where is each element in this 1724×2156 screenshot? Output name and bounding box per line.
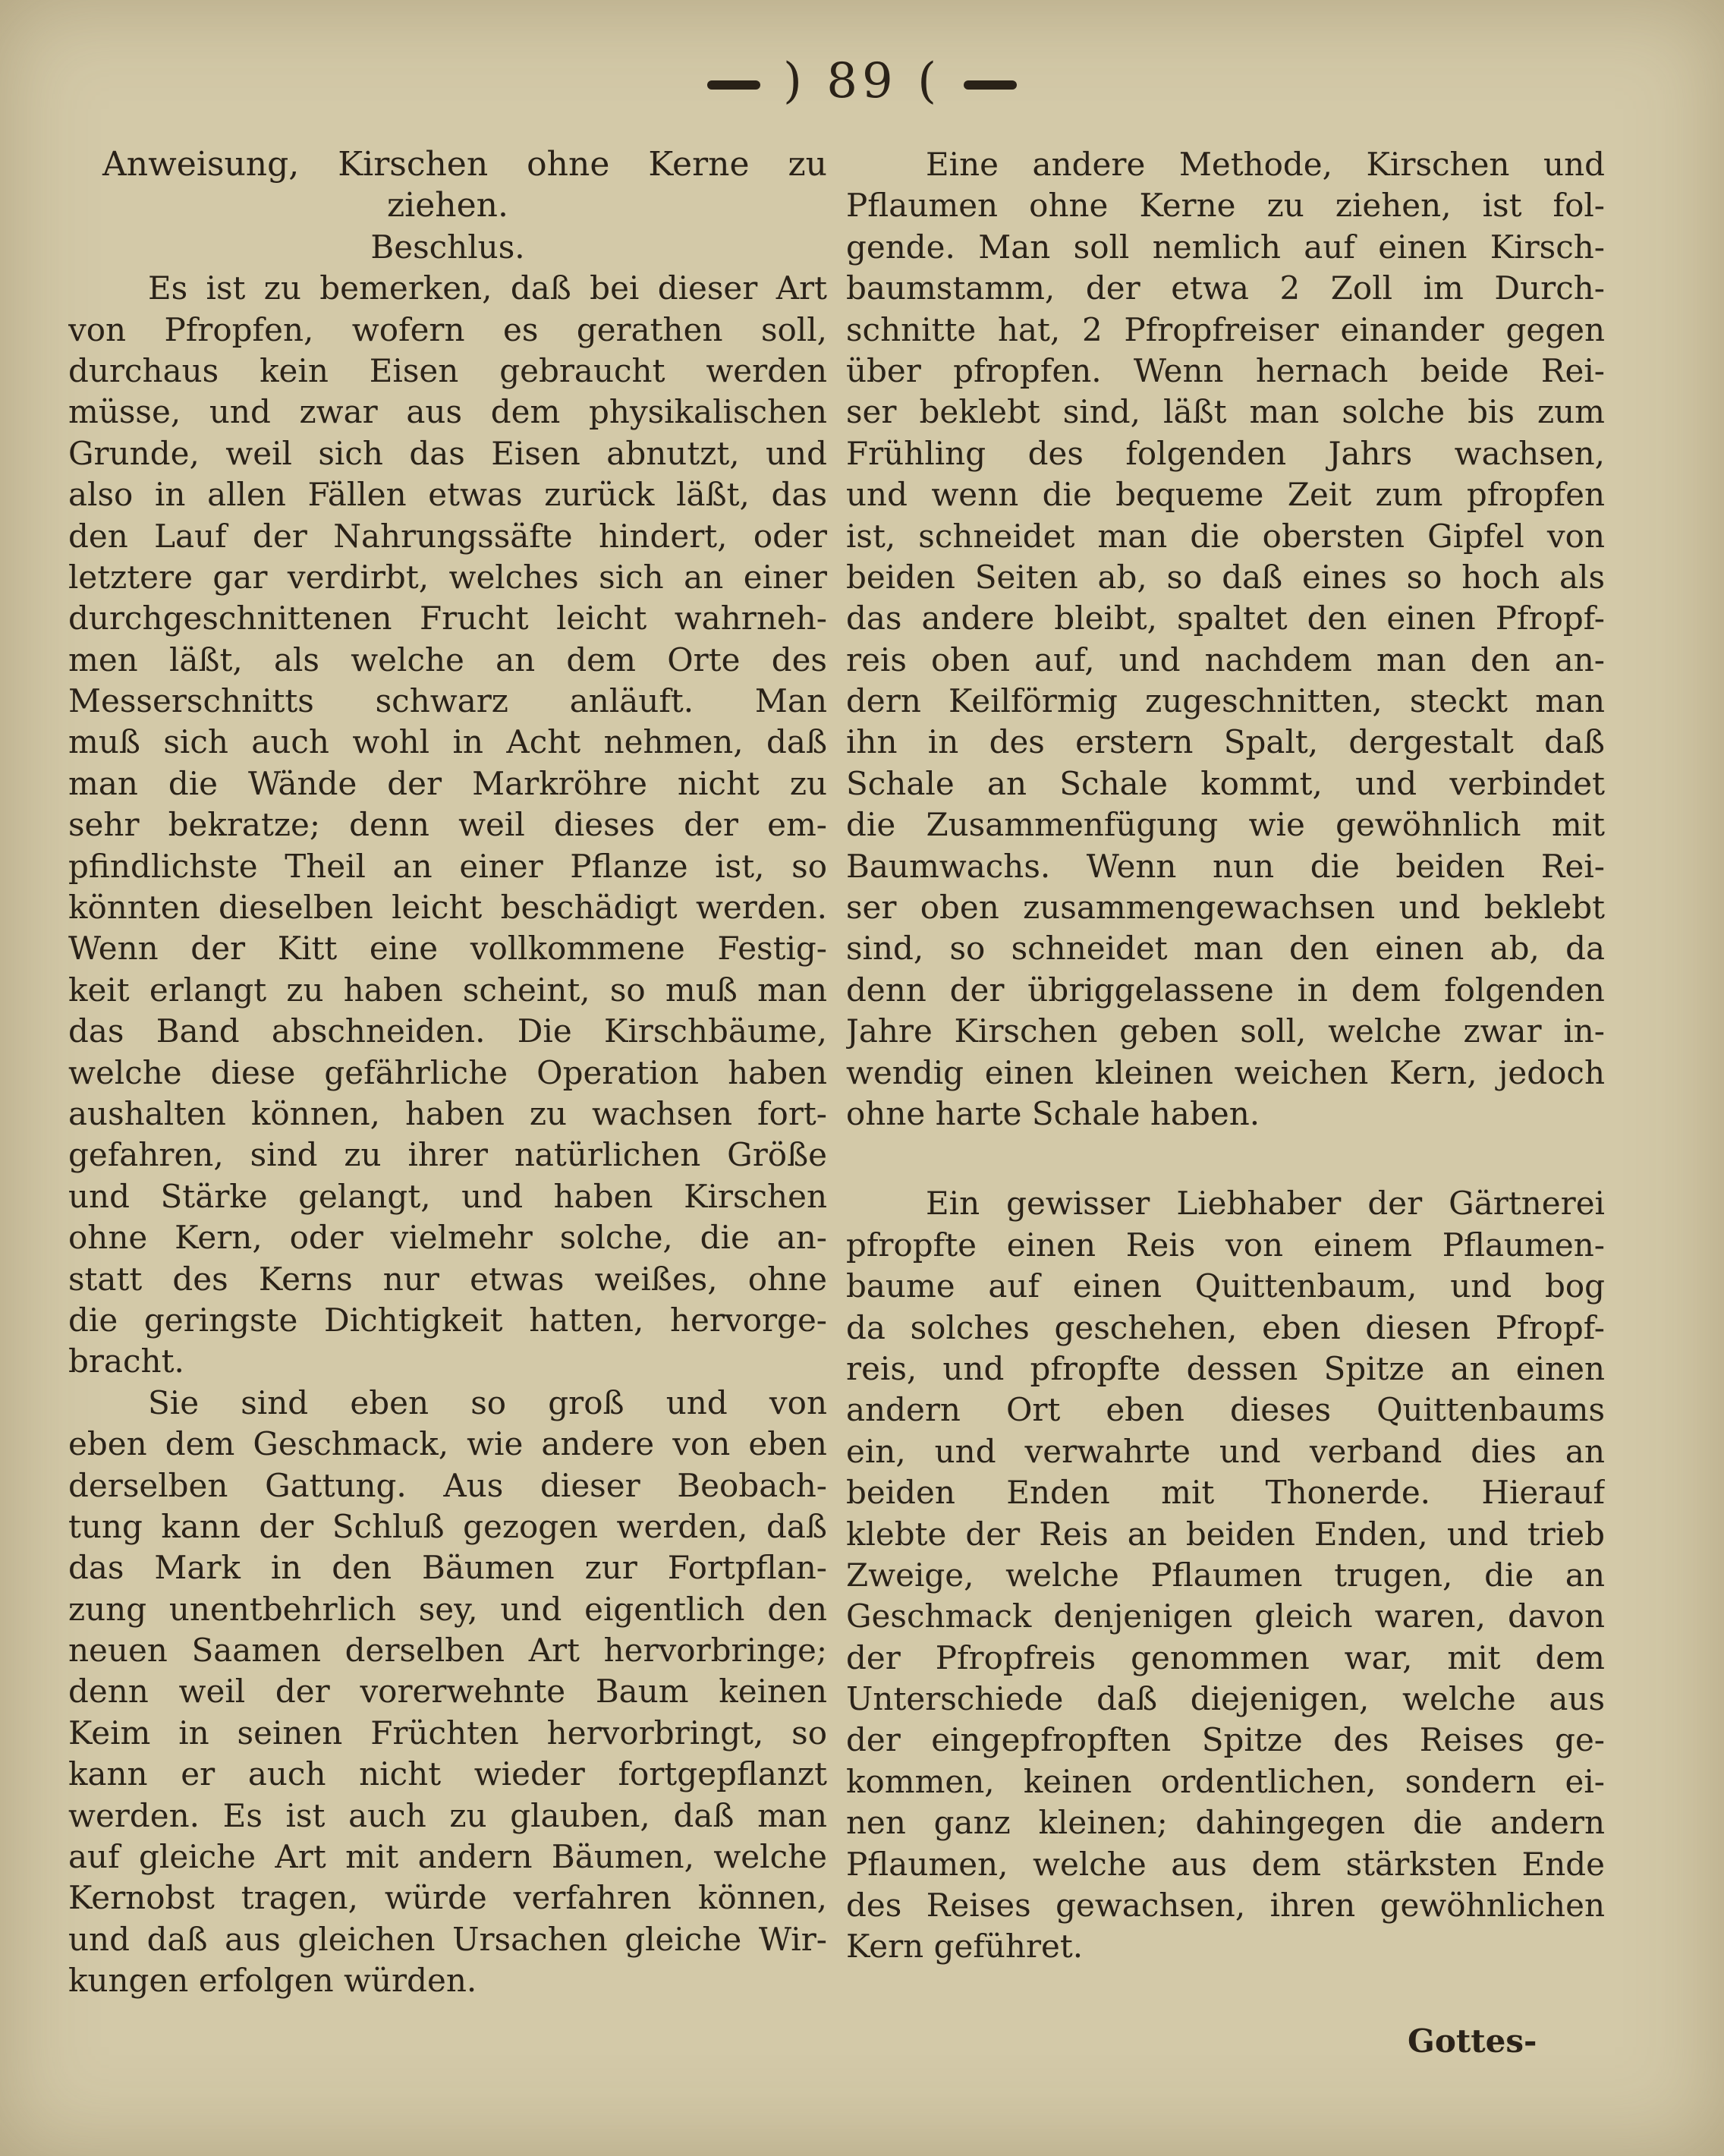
text-line: dern Keilförmig zugeschnitten, steckt man [846,682,1605,720]
text-line: letztere gar verdirbt, welches sich an einer [68,558,827,596]
text-line: Grunde, weil sich das Eisen abnutzt, und [68,434,827,472]
right-column [846,144,1605,1968]
text-line: beiden Seiten ab, so daß eines so hoch als [846,558,1605,596]
text-line: das Band abschneiden. Die Kirschbäume, [68,1012,827,1050]
text-line: klebte der Reis an beiden Enden, und trieb [846,1515,1605,1553]
text-line: über pfropfen. Wenn hernach beide Rei- [846,351,1605,389]
text-line: neuen Saamen derselben Art hervorbringe; [68,1632,827,1670]
text-line: muß sich auch wohl in Acht nehmen, daß [68,723,827,761]
text-line: andern Ort eben dieses Quittenbaums [846,1391,1605,1429]
text-line: ihn in des erstern Spalt, dergestalt daß [846,723,1605,761]
header-rule-left [707,80,760,90]
text-line: Zweige, welche Pflaumen trugen, die an [846,1556,1605,1594]
text-line: Sie sind eben so groß und von [148,1383,827,1421]
text-line: reis, und pfropfte dessen Spitze an einen [846,1349,1605,1387]
text-line: Es ist zu bemerken, daß bei dieser Art [148,269,827,307]
text-line: denn weil der vorerwehnte Baum keinen [68,1673,827,1711]
text-line: der Pfropfreis genommen war, mit dem [846,1638,1605,1676]
text-line: also in allen Fällen etwas zurück läßt, das [68,476,827,514]
text-line: Keim in seinen Früchten hervorbringt, so [68,1714,827,1752]
text-line: ein, und verwahrte und verband dies an [846,1432,1605,1470]
text-line: nen ganz kleinen; dahingegen die andern [846,1804,1605,1842]
text-line: bracht. [68,1342,184,1380]
text-line: könnten dieselben leicht beschädigt werden. [68,889,827,927]
text-line: den Lauf der Nahrungssäfte hindert, oder [68,517,827,555]
text-line: durchaus kein Eisen gebraucht werden [68,351,827,389]
text-line: man die Wände der Markröhre nicht zu [68,764,827,802]
text-line: Frühling des folgenden Jahrs wachsen, [846,434,1605,472]
left-column [68,144,827,2002]
text-line: men läßt, als welche an dem Orte des [68,641,827,678]
text-line: Messerschnitts schwarz anläuft. Man [68,682,827,720]
text-line: Geschmack denjenigen gleich waren, davon [846,1597,1605,1635]
text-line: Eine andere Methode, Kirschen und [926,146,1605,183]
text-line: statt des Kerns nur etwas weißes, ohne [68,1260,827,1298]
text-line: Baumwachs. Wenn nun die beiden Rei- [846,847,1605,885]
text-line: Kern geführet. [846,1928,1084,1966]
text-line: schnitte hat, 2 Pfropfreiser einander gegen [846,310,1605,348]
text-line: ser oben zusammengewachsen und beklebt [846,889,1605,927]
page-header [0,53,1724,109]
text-line: ohne harte Schale haben. [846,1094,1260,1132]
text-line: ohne Kern, oder vielmehr solche, die an- [68,1219,827,1257]
text-line: derselben Gattung. Aus dieser Beobach- [68,1466,827,1504]
paragraph-spacer [846,1135,1605,1183]
left-paragraph-2 [68,1383,827,2002]
text-line: Kernobst tragen, würde verfahren können, [68,1879,827,1917]
text-line: pfropfte einen Reis von einem Pflaumen- [846,1226,1605,1264]
text-line: ist, schneidet man die obersten Gipfel von [846,517,1605,555]
text-line: kungen erfolgen würden. [68,1962,477,2000]
catchword: Gottes- [1408,2022,1537,2060]
text-line: kann er auch nicht wieder fortgepflanzt [68,1755,827,1793]
text-line: das andere bleibt, spaltet den einen Pfropf- [846,600,1605,637]
text-line: Wenn der Kitt eine vollkommene Festig- [68,930,827,968]
right-paragraph-1 [846,144,1605,1135]
text-line: tung kann der Schluß gezogen werden, daß [68,1507,827,1545]
text-line: Pflaumen, welche aus dem stärksten Ende [846,1845,1605,1883]
text-line: ser beklebt sind, läßt man solche bis zum [846,393,1605,431]
right-paragraph-2 [846,1183,1605,1967]
text-line: eben dem Geschmack, wie andere von eben [68,1425,827,1463]
text-line: Ein gewisser Liebhaber der Gärtnerei [926,1185,1605,1223]
text-line: Jahre Kirschen geben soll, welche zwar in- [846,1012,1605,1050]
text-line: zung unentbehrlich sey, und eigentlich den [68,1590,827,1628]
text-line: sehr bekratze; denn weil dieses der em- [68,806,827,844]
text-line: werden. Es ist auch zu glauben, daß man [68,1796,827,1834]
left-paragraph-1 [68,268,827,1383]
text-line: beiden Enden mit Thonerde. Hierauf [846,1474,1605,1512]
header-rule-right [964,80,1017,90]
text-line: auf gleiche Art mit andern Bäumen, welche [68,1838,827,1876]
article-title-line: Anweisung, Kirschen ohne Kerne zu [102,145,827,184]
text-line: und daß aus gleichen Ursachen gleiche Wir- [68,1920,827,1958]
text-line: das Mark in den Bäumen zur Fortpflan- [68,1549,827,1587]
text-line: und wenn die bequeme Zeit zum pfropfen [846,476,1605,514]
text-line: reis oben auf, und nachdem man den an- [846,641,1605,678]
text-line: Unterschiede daß diejenigen, welche aus [846,1680,1605,1718]
text-line: müsse, und zwar aus dem physikalischen [68,393,827,431]
text-line: die Zusammenfügung wie gewöhnlich mit [846,806,1605,844]
article-subtitle: Beschlus. [370,228,525,266]
text-line: denn der übriggelassene in dem folgenden [846,971,1605,1009]
article-title-line: ziehen. [387,186,508,225]
text-line: aushalten können, haben zu wachsen fort- [68,1094,827,1132]
text-line: wendig einen kleinen weichen Kern, jedoch [846,1053,1605,1091]
text-line: der eingepfropften Spitze des Reises ge- [846,1721,1605,1759]
page-number: ) 89 ( [782,53,942,109]
text-line: welche diese gefährliche Operation haben [68,1053,827,1091]
text-line: Schale an Schale kommt, und verbindet [846,764,1605,802]
text-line: keit erlangt zu haben scheint, so muß man [68,971,827,1009]
text-line: die geringste Dichtigkeit hatten, hervorge- [68,1301,827,1339]
text-line: baume auf einen Quittenbaum, und bog [846,1267,1605,1305]
text-line: pfindlichste Theil an einer Pflanze ist, so [68,847,827,885]
text-line: gefahren, sind zu ihrer natürlichen Größe [68,1136,827,1174]
text-line: durchgeschnittenen Frucht leicht wahrneh- [68,600,827,637]
text-line: kommen, keinen ordentlichen, sondern ei- [846,1762,1605,1800]
text-line: da solches geschehen, eben diesen Pfropf- [846,1308,1605,1346]
text-line: gende. Man soll nemlich auf einen Kirsch- [846,228,1605,266]
text-line: sind, so schneidet man den einen ab, da [846,930,1605,968]
text-line: und Stärke gelangt, und haben Kirschen [68,1177,827,1215]
text-line: baumstamm, der etwa 2 Zoll im Durch- [846,269,1605,307]
text-line: von Pfropfen, wofern es gerathen soll, [68,310,827,348]
text-line: Pflaumen ohne Kerne zu ziehen, ist fol- [846,187,1605,225]
text-line: des Reises gewachsen, ihren gewöhnlichen [846,1887,1605,1925]
